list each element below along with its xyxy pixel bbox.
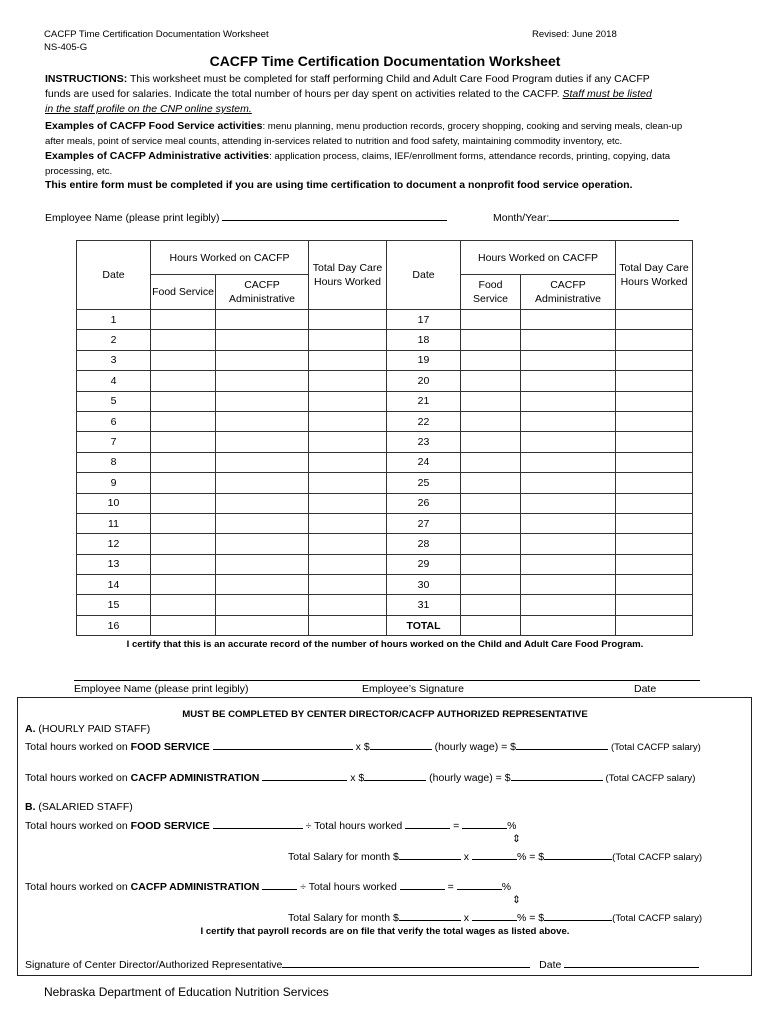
date-cell: 26	[387, 493, 461, 513]
hours-input-cell[interactable]	[151, 534, 216, 554]
salaried-food-row[interactable]: Total hours worked on FOOD SERVICE ÷ Total hours worked = %	[25, 817, 517, 834]
salaried-admin-salary-row[interactable]: Total Salary for month $ x % = $ (Total CACFP salary)	[288, 909, 702, 926]
hours-input-cell[interactable]	[461, 595, 521, 615]
table-row	[77, 350, 693, 370]
hours-input-cell[interactable]	[521, 534, 616, 554]
sig-signature-label: Employee’s Signature	[362, 683, 464, 695]
hours-input-cell[interactable]	[216, 411, 309, 431]
page-title: CACFP Time Certification Documentation Worksheet	[209, 53, 561, 69]
date-cell: 3	[77, 350, 151, 370]
hours-input-cell[interactable]	[216, 350, 309, 370]
hours-input-cell[interactable]	[461, 350, 521, 370]
table-row	[77, 493, 693, 513]
hours-input-cell[interactable]	[151, 595, 216, 615]
hours-input-cell[interactable]	[616, 595, 693, 615]
hours-input-cell[interactable]	[461, 513, 521, 533]
hours-input-cell[interactable]	[309, 513, 387, 533]
hours-input-cell[interactable]	[309, 575, 387, 595]
date-cell: 14	[77, 575, 151, 595]
table-row	[77, 554, 693, 574]
month-year-field[interactable]: Month/Year:	[493, 209, 679, 226]
table-row	[77, 391, 693, 411]
hours-input-cell[interactable]	[461, 310, 521, 330]
hours-input-cell[interactable]	[216, 493, 309, 513]
hours-input-cell[interactable]	[521, 350, 616, 370]
hours-input-cell[interactable]	[461, 554, 521, 574]
hours-input-cell[interactable]	[521, 432, 616, 452]
hours-input-cell[interactable]	[216, 452, 309, 472]
hours-input-cell[interactable]	[616, 411, 693, 431]
hours-input-cell[interactable]	[309, 554, 387, 574]
date-cell: 5	[77, 391, 151, 411]
date-cell: 8	[77, 452, 151, 472]
hours-input-cell[interactable]	[521, 452, 616, 472]
hours-input-cell[interactable]	[461, 575, 521, 595]
hours-input-cell[interactable]	[309, 452, 387, 472]
hours-input-cell[interactable]	[616, 493, 693, 513]
hours-input-cell[interactable]	[616, 534, 693, 554]
hours-input-cell[interactable]	[461, 534, 521, 554]
sig-date-label: Date	[634, 683, 657, 695]
hours-input-cell[interactable]	[461, 330, 521, 350]
hours-input-cell[interactable]	[216, 432, 309, 452]
hours-input-cell[interactable]	[151, 411, 216, 431]
food-header: Food Service	[151, 275, 216, 310]
hours-input-cell[interactable]	[521, 411, 616, 431]
admin-examples-2: processing, etc.	[45, 166, 113, 177]
date-cell: 20	[387, 371, 461, 391]
salaried-food-salary-row[interactable]: Total Salary for month $ x % = $ (Total CACFP salary)	[288, 848, 702, 865]
table-row	[77, 330, 693, 350]
director-signature-field[interactable]: Signature of Center Director/Authorized Representative Date	[25, 956, 699, 973]
table-row	[77, 411, 693, 431]
date-cell: 11	[77, 513, 151, 533]
hours-input-cell[interactable]	[461, 493, 521, 513]
date-cell: 31	[387, 595, 461, 615]
date-header-2: Date	[387, 241, 461, 310]
hours-input-cell[interactable]	[216, 595, 309, 615]
hours-input-cell[interactable]	[521, 575, 616, 595]
hours-input-cell[interactable]	[216, 575, 309, 595]
hours-input-cell[interactable]	[521, 513, 616, 533]
food-header-2: Food Service	[461, 275, 521, 310]
hours-input-cell[interactable]	[309, 371, 387, 391]
hours-input-cell[interactable]	[461, 432, 521, 452]
date-cell: 28	[387, 534, 461, 554]
hours-input-cell[interactable]	[521, 391, 616, 411]
hours-input-cell[interactable]	[151, 330, 216, 350]
sig-name-label: Employee Name (please print legibly)	[74, 683, 249, 695]
hours-input-cell[interactable]	[309, 391, 387, 411]
hours-input-cell[interactable]	[216, 310, 309, 330]
hours-input-cell[interactable]	[151, 350, 216, 370]
hours-input-cell[interactable]	[216, 513, 309, 533]
hours-input-cell[interactable]	[616, 615, 693, 635]
hours-input-cell[interactable]	[461, 391, 521, 411]
hours-input-cell[interactable]	[309, 330, 387, 350]
hours-input-cell[interactable]	[309, 493, 387, 513]
hours-input-cell[interactable]	[309, 310, 387, 330]
hours-input-cell[interactable]	[216, 554, 309, 574]
table-row	[77, 534, 693, 554]
table-row	[77, 473, 693, 493]
table-row	[77, 432, 693, 452]
hours-input-cell[interactable]	[521, 371, 616, 391]
date-cell: 24	[387, 452, 461, 472]
food-service-examples-2: after meals, point of service meal counts, attending in-services related to nutrition and food safety, maintaining commodity inventory, etc.	[45, 136, 623, 147]
signature-line[interactable]	[74, 680, 700, 681]
table-row	[77, 452, 693, 472]
hours-input-cell[interactable]	[151, 575, 216, 595]
table-row	[77, 615, 693, 635]
date-cell: 18	[387, 330, 461, 350]
hours-input-cell[interactable]	[151, 554, 216, 574]
date-cell: 1	[77, 310, 151, 330]
date-cell: 16	[77, 615, 151, 635]
hours-input-cell[interactable]	[616, 310, 693, 330]
hours-input-cell[interactable]	[616, 513, 693, 533]
hours-input-cell[interactable]	[151, 391, 216, 411]
hours-input-cell[interactable]	[521, 595, 616, 615]
hours-input-cell[interactable]	[216, 473, 309, 493]
hours-input-cell[interactable]	[216, 615, 309, 635]
date-cell: 13	[77, 554, 151, 574]
instructions-line-2: funds are used for salaries. Indicate the total number of hours per day spent on activities related to the CACFP. Staff must be listed	[45, 88, 652, 100]
section-a: A. (HOURLY PAID STAFF)	[25, 723, 151, 735]
hours-input-cell[interactable]	[461, 371, 521, 391]
date-cell: 7	[77, 432, 151, 452]
section-b: B. (SALARIED STAFF)	[25, 801, 133, 813]
hours-input-cell[interactable]	[151, 432, 216, 452]
hours-input-cell[interactable]	[521, 554, 616, 574]
hourly-food-row[interactable]: Total hours worked on FOOD SERVICE x $ (hourly wage) = $ (Total CACFP salary)	[25, 738, 701, 755]
date-cell: 10	[77, 493, 151, 513]
employee-name-field[interactable]: Employee Name (please print legibly)	[45, 209, 447, 226]
hours-input-cell[interactable]	[151, 493, 216, 513]
hours-input-cell[interactable]	[521, 473, 616, 493]
revised-date: Revised: June 2018	[532, 29, 617, 40]
admin-header: CACFP Administrative	[216, 275, 309, 310]
hours-input-cell[interactable]	[461, 615, 521, 635]
hours-input-cell[interactable]	[151, 310, 216, 330]
date-header: Date	[77, 241, 151, 310]
date-cell: 15	[77, 595, 151, 615]
director-title: MUST BE COMPLETED BY CENTER DIRECTOR/CACFP AUTHORIZED REPRESENTATIVE	[182, 709, 588, 720]
hours-input-cell[interactable]	[521, 615, 616, 635]
food-service-examples: Examples of CACFP Food Service activities: menu planning, menu production records, grocery shopping, cooking and serving meals, clean-up	[45, 120, 683, 132]
table-row	[77, 310, 693, 330]
hours-input-cell[interactable]	[309, 411, 387, 431]
admin-header-2: CACFP Administrative	[521, 275, 616, 310]
hours-input-cell[interactable]	[461, 473, 521, 493]
hours-input-cell[interactable]	[151, 513, 216, 533]
instructions-line-3: in the staff profile on the CNP online system.	[45, 103, 252, 115]
date-cell: 19	[387, 350, 461, 370]
hours-header: Hours Worked on CACFP	[151, 241, 309, 275]
hours-input-cell[interactable]	[309, 595, 387, 615]
date-cell: 21	[387, 391, 461, 411]
hours-input-cell[interactable]	[616, 371, 693, 391]
hours-header-2: Hours Worked on CACFP	[461, 241, 616, 275]
total-header-2: Total Day Care Hours Worked	[616, 241, 693, 310]
hours-input-cell[interactable]	[309, 534, 387, 554]
hours-input-cell[interactable]	[521, 310, 616, 330]
date-cell: 9	[77, 473, 151, 493]
date-cell: 27	[387, 513, 461, 533]
salaried-admin-row[interactable]: Total hours worked on CACFP ADMINISTRATION ÷ Total hours worked = %	[25, 878, 511, 895]
date-cell: 23	[387, 432, 461, 452]
table-row	[77, 513, 693, 533]
date-cell: 2	[77, 330, 151, 350]
hours-input-cell[interactable]	[216, 391, 309, 411]
hours-input-cell[interactable]	[216, 534, 309, 554]
hours-input-cell[interactable]	[521, 330, 616, 350]
date-cell: 22	[387, 411, 461, 431]
hours-input-cell[interactable]	[216, 371, 309, 391]
hours-input-cell[interactable]	[309, 473, 387, 493]
hours-input-cell[interactable]	[151, 473, 216, 493]
date-cell: 6	[77, 411, 151, 431]
hourly-admin-row[interactable]: Total hours worked on CACFP ADMINISTRATION x $ (hourly wage) = $ (Total CACFP salary)	[25, 769, 695, 786]
arrow-icon: ⇕	[512, 894, 521, 906]
hours-input-cell[interactable]	[309, 615, 387, 635]
payroll-certify: I certify that payroll records are on file that verify the total wages as listed above.	[200, 926, 570, 937]
hours-input-cell[interactable]	[461, 411, 521, 431]
arrow-icon: ⇕	[512, 833, 521, 845]
completion-note: This entire form must be completed if you are using time certification to document a nonprofit food service operation.	[45, 179, 633, 191]
hours-input-cell[interactable]	[521, 493, 616, 513]
date-cell: 25	[387, 473, 461, 493]
doc-name: CACFP Time Certification Documentation Worksheet	[44, 29, 269, 40]
hours-input-cell[interactable]	[309, 432, 387, 452]
date-cell: 30	[387, 575, 461, 595]
hours-input-cell[interactable]	[616, 452, 693, 472]
date-cell: 4	[77, 371, 151, 391]
hours-input-cell[interactable]	[616, 575, 693, 595]
hours-input-cell[interactable]	[616, 554, 693, 574]
hours-table	[76, 240, 693, 636]
hours-input-cell[interactable]	[216, 330, 309, 350]
hours-input-cell[interactable]	[151, 615, 216, 635]
hours-input-cell[interactable]	[461, 452, 521, 472]
hours-input-cell[interactable]	[616, 432, 693, 452]
hours-input-cell[interactable]	[616, 350, 693, 370]
table-row	[77, 371, 693, 391]
form-number: NS-405-G	[44, 42, 88, 53]
hours-input-cell[interactable]	[151, 452, 216, 472]
table-row	[77, 575, 693, 595]
hours-input-cell[interactable]	[151, 371, 216, 391]
instructions-line-1: INSTRUCTIONS: This worksheet must be completed for staff performing Child and Adult Care Food Program duties if any CACFP	[45, 73, 650, 85]
total-header: Total Day Care Hours Worked	[309, 241, 387, 310]
hours-input-cell[interactable]	[616, 391, 693, 411]
hours-input-cell[interactable]	[616, 330, 693, 350]
table-row	[77, 595, 693, 615]
date-cell: 29	[387, 554, 461, 574]
date-cell: 17	[387, 310, 461, 330]
hours-input-cell[interactable]	[616, 473, 693, 493]
employee-certify: I certify that this is an accurate record of the number of hours worked on the Child and Adult Care Food Program.	[126, 639, 644, 650]
date-cell: 12	[77, 534, 151, 554]
footer: Nebraska Department of Education Nutrition Services	[44, 985, 329, 999]
admin-examples: Examples of CACFP Administrative activities: application process, claims, IEF/enrollment forms, attendance records, printing, copying, data	[45, 150, 671, 162]
hours-input-cell[interactable]	[309, 350, 387, 370]
date-cell: TOTAL	[387, 615, 461, 635]
